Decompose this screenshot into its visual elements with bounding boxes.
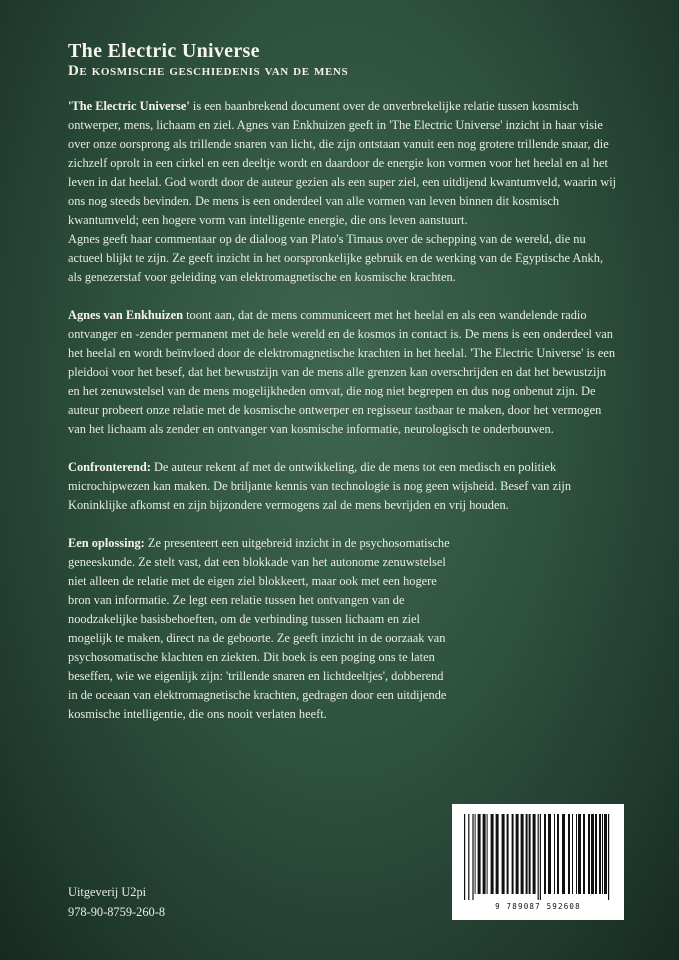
paragraph-text: De auteur rekent af met de ontwikkeling, die de mens tot een medisch en politiek microchipwezen kan maken. De briljante kennis van technologie is nog geen wijsheid. Besef van zijn Koninklijke afkomst en zijn bijzondere vermogens zal de mens bevrijden en vrij houden. [68, 460, 572, 512]
barcode-bar [533, 814, 536, 894]
barcode-digits: 9 789087 592608 [495, 902, 581, 911]
barcode-bar [475, 814, 476, 894]
paragraph-plato [68, 230, 618, 287]
publisher-info [68, 883, 165, 922]
paragraph-lead: 'The Electric Universe' [68, 99, 190, 113]
barcode-bar [578, 814, 581, 894]
paragraph-text: Agnes geeft haar commentaar op de dialoog van Plato's Timaus over de schepping van de wereld, die nu actueel blijkt te zijn. Ze geeft inzicht in het oorspronkelijke gebruik en de werking van de Egyptische Ankh, als genezerstaf voor geleiding van elektromagnetische en kosmische krachten. [68, 232, 604, 284]
barcode-bar [599, 814, 601, 894]
barcode-bar [604, 814, 607, 894]
paragraph-text: Ze presenteert een uitgebreid inzicht in de psychosomatische geneeskunde. Ze stelt vast, dat een blokkade van het autonome zenuwstelsel niet alleen de relatie met de eigen ziel blokkeert, maar ook met een hogere bron van informatie. Ze legt een relatie tussen het ontvangen van de noodzakelijke basisbehoeften, om de verbinding tussen lichaam en ziel mogelijk te maken, direct na de geboorte. Ze geeft inzicht in de oorzaak van psychosomatische klachten en ziekten. Dit boek is een poging ons te laten beseffen, wie we eigenlijk zijn: 'trillende snaren en lichtdeeltjes', dobberend in de oceaan van elektromagnetische krachten, gedragen door een uitdijende kosmische intelligentie, die ons nooit verlaten heeft. [68, 536, 450, 721]
barcode-bar [557, 814, 559, 894]
book-subtitle: De kosmische geschiedenis van de mens [68, 63, 349, 79]
barcode-bar [608, 814, 609, 900]
barcode-bar [591, 814, 594, 894]
barcode-bar [468, 814, 469, 900]
paragraph-confronterend [68, 458, 618, 515]
barcode-bar [588, 814, 590, 894]
barcode-bar [478, 814, 481, 894]
barcode-bar [521, 814, 524, 894]
paragraph-lead: Confronterend: [68, 460, 151, 474]
book-title: The Electric Universe [68, 40, 260, 62]
barcode-bar [529, 814, 531, 894]
barcode-bar [562, 814, 565, 894]
isbn-number: 978-90-8759-260-8 [68, 904, 166, 919]
barcode-bars [462, 814, 614, 900]
barcode-bar [483, 814, 486, 894]
paragraph-text: toont aan, dat de mens communiceert met het heelal en als een wandelende radio ontvanger en -zender permanent met de hele wereld en de kosmos in contact is. De mens is een onderdeel van het heelal en wordt beïnvloed door de elektromagnetische krachten in het heelal. 'The Electric Universe' is een pleidooi voor het besef, dat het bewustzijn van de mens alle grenzen kan overschrijden en dat het bewustzijn en het zenuwstelsel van de mens mogelijkheden omvat, die nog niet begrepen en dus nog onbenut zijn. De auteur probeert onze relatie met de kosmische ontwerper en regisseur tastbaar te maken, door het vermogen van het lichaam als zender en ontvanger van kosmische informatie, neurologisch te onderbouwen. [68, 308, 616, 436]
publisher-name: Uitgeverij U2pi [68, 885, 147, 899]
paragraph-lead: Een oplossing: [68, 536, 145, 550]
barcode-bar [491, 814, 494, 894]
barcode-bar [583, 814, 585, 894]
barcode-bar [496, 814, 499, 894]
paragraph-lead: Agnes van Enkhuizen [68, 308, 183, 322]
barcode-bar [602, 814, 603, 894]
paragraph-intro [68, 97, 618, 230]
barcode-bar [507, 814, 509, 894]
barcode-bar [502, 814, 505, 894]
paragraph-author [68, 306, 618, 439]
barcode-bar [568, 814, 570, 894]
blurb-text [68, 97, 618, 724]
paragraph-text: is een baanbrekend document over de onverbrekelijke relatie tussen kosmisch ontwerper, mens, lichaam en ziel. Agnes van Enkhuizen geeft in 'The Electric Universe' inzicht in haar visie over onze oorsprong als trillende snaren van licht, die zijn ontstaan vanuit een nog grotere trillende snaar, die zichzelf oprolt in een cirkel en een deeltje wordt en daardoor de energie kon vormen voor het heelal en al het leven in dat heelal. God wordt door de auteur gezien als een super ziel, een uitdijend kwantumveld, waarin wij ons nog steeds bevinden. De mens is een onderdeel van alle vormen van leven binnen dit kosmisch kwantumveld; een hogere vorm van intelligente energie, die ons leven aanstuurt. [68, 99, 617, 227]
barcode-bar [548, 814, 551, 894]
barcode-bar [554, 814, 555, 894]
barcode-bar [487, 814, 488, 894]
barcode-bar [464, 814, 465, 900]
barcode-bar [516, 814, 519, 894]
barcode-bar [576, 814, 577, 894]
barcode-bar [472, 814, 473, 900]
barcode-bar [526, 814, 528, 894]
barcode-bar [572, 814, 573, 894]
barcode-bar [544, 814, 546, 894]
cover-header [68, 40, 628, 80]
paragraph-oplossing [68, 534, 450, 724]
barcode-bar [512, 814, 514, 894]
barcode-bar [540, 814, 541, 900]
barcode-bar [538, 814, 539, 900]
isbn-barcode [452, 804, 624, 920]
barcode-bar [595, 814, 597, 894]
